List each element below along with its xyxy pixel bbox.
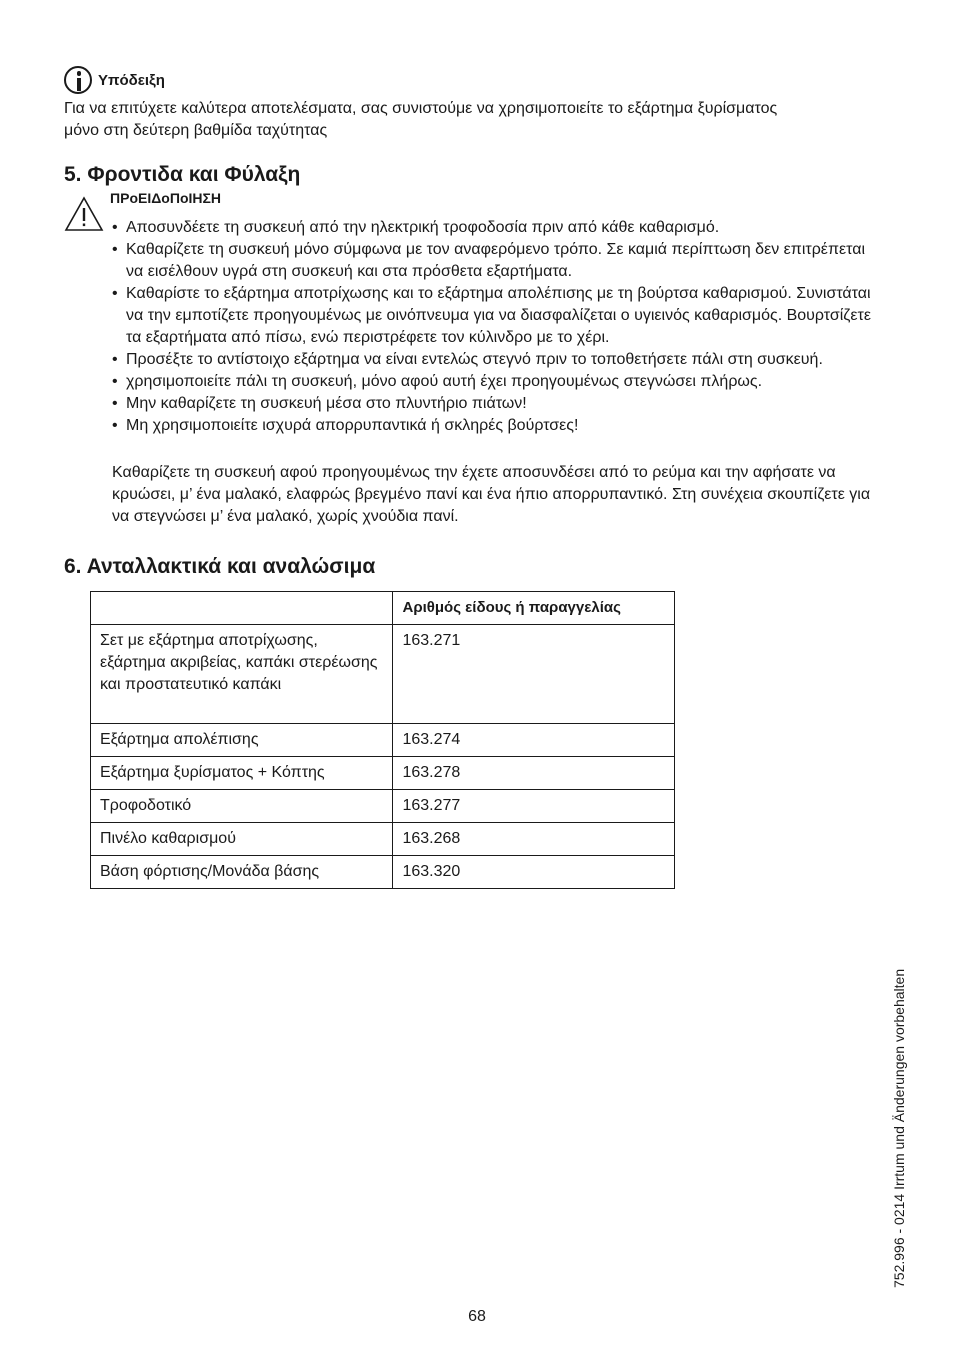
table-cell-item: Βάση φόρτισης/Μονάδα βάσης <box>91 856 393 889</box>
page-number: 68 <box>468 1308 486 1325</box>
table-cell-number: 163.277 <box>393 790 675 823</box>
list-item: • Προσέξτε το αντίστοιχο εξάρτημα να είναι εντελώς στεγνό πριν το τοποθετήσετε πάλι στη συσκευή. <box>112 349 882 371</box>
table-cell-item: Εξάρτημα ξυρίσματος + Κόπτης <box>91 757 393 790</box>
table-row <box>91 856 675 889</box>
care-bullet-list <box>112 217 882 437</box>
table-row <box>91 724 675 757</box>
list-item: • χρησιμοποιείτε πάλι τη συσκευή, μόνο αφού αυτή έχει προηγουμένως στεγνώσει πλήρως. <box>112 371 882 393</box>
table-cell-item: Τροφοδοτικό <box>91 790 393 823</box>
warning-label: ΠΡοΕΙΔοΠοΙΗΣΗ <box>110 190 222 206</box>
note-header <box>64 65 165 95</box>
table-row <box>91 625 675 724</box>
section6-heading: 6. Ανταλλακτικά και αναλώσιμα <box>64 555 376 578</box>
table-cell-number: 163.278 <box>393 757 675 790</box>
side-note: 752.996 - 0214 Irrtum und Änderungen vorbehalten <box>891 968 907 1288</box>
note-text <box>64 98 884 142</box>
list-item: • Μη χρησιμοποιείτε ισχυρά απορρυπαντικά ή σκληρές βούρτσες! <box>112 415 882 437</box>
table-row <box>91 790 675 823</box>
table-cell-number: 163.271 <box>393 625 675 724</box>
list-item: • Αποσυνδέετε τη συσκευή από την ηλεκτρική τροφοδοσία πριν από κάθε καθαρισμό. <box>112 217 882 239</box>
table-cell-item: Πινέλο καθαρισμού <box>91 823 393 856</box>
note-text-line2: μόνο στη δεύτερη βαθμίδα ταχύτητας <box>64 122 328 139</box>
table-cell-item: Εξάρτημα απολέπισης <box>91 724 393 757</box>
table-header-row <box>91 592 675 625</box>
list-item: • Μην καθαρίζετε τη συσκευή μέσα στο πλυντήριο πιάτων! <box>112 393 882 415</box>
table-cell-number: 163.320 <box>393 856 675 889</box>
info-icon <box>64 66 92 94</box>
parts-table <box>90 591 675 889</box>
section5-heading: 5. Φροντιδα και Φύλαξη <box>64 163 301 186</box>
table-header-item <box>91 592 393 625</box>
warning-triangle-icon <box>64 196 104 232</box>
table-cell-number: 163.268 <box>393 823 675 856</box>
note-title: Υπόδειξη <box>98 71 165 89</box>
table-row <box>91 823 675 856</box>
table-cell-item: Σετ με εξάρτημα αποτρίχωσης, εξάρτημα ακριβείας, καπάκι στερέωσης και προστατευτικό καπάκι <box>91 625 393 724</box>
care-paragraph: Καθαρίζετε τη συσκευή αφού προηγουμένως την έχετε αποσυνδέσει από το ρεύμα και την αφήσατε να κρυώσει, μ’ ένα μαλακό, ελαφρώς βρεγμένο πανί και ένα ήπιο απορρυπαντικό. Στη συνέχεια σκουπίζετε για να στεγνώσει μ’ ένα μαλακό, χωρίς χνούδια πανί. <box>112 464 871 525</box>
list-item: • Καθαρίζετε τη συσκευή μόνο σύμφωνα με τον αναφερόμενο τρόπο. Σε καμιά περίπτωση δεν επιτρέπεται να εισέλθουν υγρά στη συσκευή και στα πρόσθετα εξαρτήματα. <box>112 239 882 283</box>
table-row <box>91 757 675 790</box>
list-item: • Καθαρίστε το εξάρτημα αποτρίχωσης και το εξάρτημα απολέπισης με τη βούρτσα καθαρισμού. Συνιστάται να την εμποτίζετε προηγουμένως με οινόπνευμα για να διασφαλίζεται ο υγιεινός καθαρισμός. Βουρτσίζετε τα εξαρτήματα από πίσω, ενώ περιστρέφετε τον κύλινδρο με το χέρι. <box>112 283 882 349</box>
table-header-number: Αριθμός είδους ή παραγγελίας <box>393 592 675 625</box>
note-text-line1: Για να επιτύχετε καλύτερα αποτελέσματα, σας συνιστούμε να χρησιμοποιείτε το εξάρτημα ξυρίσματος <box>64 100 778 117</box>
table-cell-number: 163.274 <box>393 724 675 757</box>
